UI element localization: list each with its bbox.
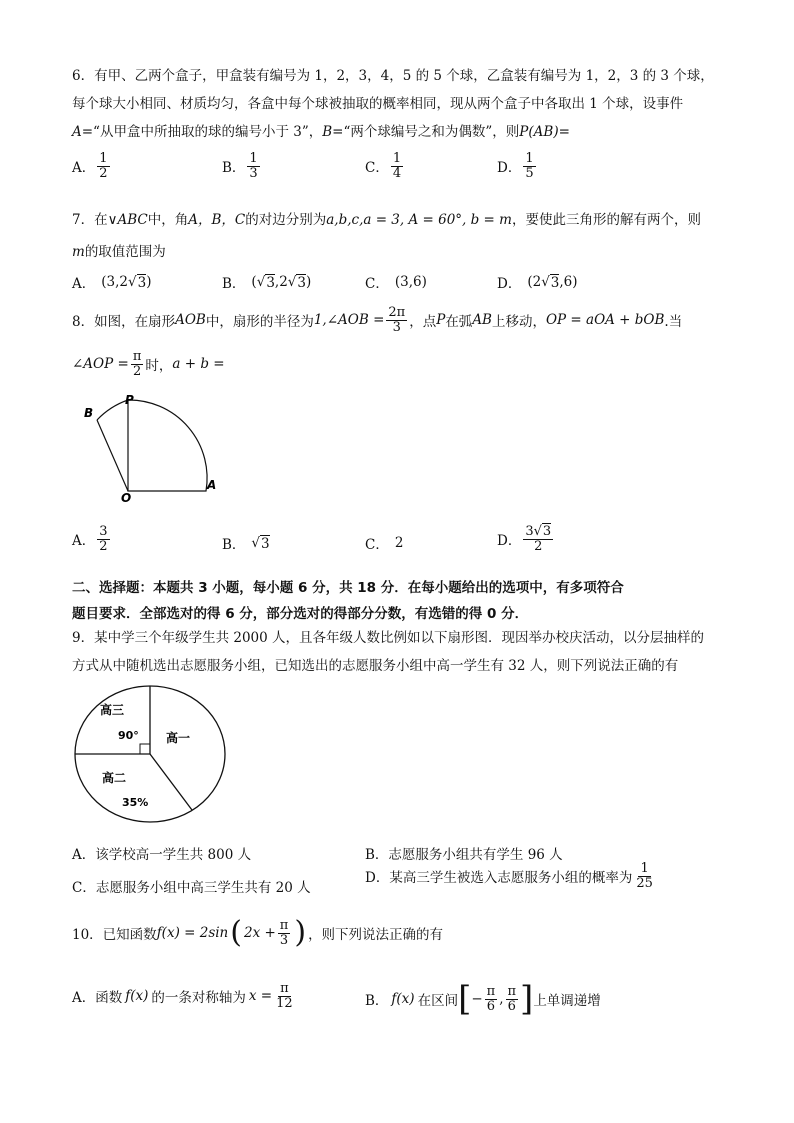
- fraction: $\frac{3}{2}$: [99, 524, 108, 554]
- q9-option-b[interactable]: B．志愿服务小组共有学生 96 人: [365, 847, 563, 863]
- fraction: $\frac{1}{25}$: [636, 861, 653, 891]
- q9-option-c[interactable]: C．志愿服务小组中高三学生共有 20 人: [72, 880, 311, 896]
- vector-equation: OP = aOA + bOB: [545, 312, 665, 329]
- q7-line-1: 7．在∨ABC中，角A，B，C的对边分别为a,b,c,a = 3, A = 60°, b = m，要使此三角形的解有两个，则: [72, 212, 701, 228]
- section-2-heading-line-1: 二、选择题：本题共 3 小题，每小题 6 分，共 18 分．在每小题给出的选项中，有多项符合: [72, 580, 624, 596]
- q6-line-2: 每个球大小相同、材质均匀，各盒中每个球被抽取的概率相同，现从两个盒子中各取出 1 个球，设事件: [72, 96, 684, 112]
- sector-arc: [128, 400, 207, 491]
- event-a: A: [72, 124, 82, 140]
- fraction: $\frac{1}{5}$: [525, 151, 534, 181]
- fraction: $\frac{\pi}{6}$: [486, 983, 496, 1014]
- q9-line-1: 9．某中学三个年级学生共 2000 人，且各年级人数比例如以下扇形图．现因举办校庆活动，以分层抽样的: [72, 630, 705, 646]
- option-letter: D．: [497, 160, 522, 177]
- function-def: f(x) = 2sin: [156, 925, 229, 941]
- label-o: O: [121, 491, 132, 505]
- label-senior-1: 高一: [166, 731, 191, 745]
- q6-option-a[interactable]: [72, 152, 112, 180]
- q7-conditions: a,b,c,a = 3, A = 60°, b = m: [326, 212, 512, 228]
- label-p: P: [125, 393, 134, 407]
- q9-line-2: 方式从中随机选出志愿服务小组，已知选出的志愿服务小组中高一学生有 32 人，则下列说法正确的有: [72, 658, 679, 674]
- label-senior-3: 高三: [100, 703, 125, 717]
- q6-line-3: [72, 120, 570, 140]
- fraction: $\frac{2\pi}{3}$: [388, 305, 406, 335]
- event-a-def: =“从甲盒中所抽取的球的编号小于 3”，: [81, 124, 323, 140]
- triangle-abc: ∨ABC: [107, 212, 148, 228]
- q9-option-d[interactable]: D． 某高三学生被选入志愿服务小组的概率为 $\frac{1}{25}$: [365, 861, 653, 891]
- fraction: $\frac{\pi}{3}$: [279, 917, 289, 948]
- label-90-degrees: 90°: [118, 729, 139, 742]
- q7-option-c[interactable]: C． (3,6): [365, 274, 427, 292]
- fraction: $\frac{\pi}{12}$: [276, 981, 293, 1011]
- event-b-def: =“两个球编号之和为偶数”，则: [332, 124, 520, 140]
- q6-option-d[interactable]: [497, 152, 538, 180]
- q8-option-c[interactable]: C． 2: [365, 535, 404, 553]
- option-letter: C．: [365, 160, 389, 177]
- q10-option-a[interactable]: A． 函数 f(x) 的一条对称轴为 x = $\frac{\pi}{12}$: [72, 981, 293, 1011]
- section-2-heading-line-2: 题目要求．全部选对的得 6 分，部分选对的得部分分数，有选错的得 0 分．: [72, 606, 529, 622]
- q8-option-d[interactable]: D． $\frac{3√3}{2}$: [497, 524, 552, 554]
- q7-option-a[interactable]: A． (3,2 √ 3 ): [72, 274, 152, 292]
- fraction: $\frac{1}{4}$: [392, 151, 402, 181]
- label-35-percent: 35%: [122, 796, 149, 809]
- event-b: B: [322, 124, 333, 140]
- fraction: $\frac{3√3}{2}$: [525, 524, 552, 554]
- grade-pie-chart: [72, 684, 232, 824]
- q8-option-b[interactable]: B． √ 3: [222, 535, 270, 553]
- equals: =: [558, 124, 570, 140]
- label-senior-2: 高二: [102, 771, 127, 785]
- fraction: $\frac{\pi}{2}$: [132, 349, 142, 379]
- q8-option-a[interactable]: A． $\frac{3}{2}$: [72, 524, 108, 554]
- q6-option-c[interactable]: [365, 152, 405, 180]
- q10-stem: 10．已知函数 f(x) = 2sin ( 2x + $\frac{\pi}{3}$ ) ，则下列说法正确的有: [72, 915, 444, 950]
- fraction: $\frac{1}{3}$: [249, 151, 258, 181]
- label-b: B: [84, 406, 94, 420]
- q7-option-d[interactable]: D． (2 √ 3 ,6): [497, 274, 578, 292]
- q7-option-b[interactable]: B． ( √ 3 ,2 √ 3 ): [222, 274, 312, 292]
- option-letter: B．: [222, 160, 246, 177]
- q7-line-2: m的取值范围为: [72, 244, 166, 260]
- arc-bp: [97, 400, 128, 420]
- q8-line-1: 8．如图，在扇形 AOB 中，扇形的半径为 1,∠AOB = $\frac{2\pi}{3}$ ，点 P 在弧 AB 上移动， OP = aOA + bOB .当: [72, 305, 683, 335]
- arc-ab: AB: [472, 312, 492, 329]
- pie-divider-bottom: [150, 754, 192, 810]
- fraction: $\frac{\pi}{6}$: [507, 983, 517, 1014]
- label-a: A: [207, 478, 217, 492]
- option-letter: A．: [72, 160, 96, 177]
- q6-line-1: 6．有甲、乙两个盒子，甲盒装有编号为 1，2，3，4，5 的 5 个球，乙盒装有编号为 1，2，3 的 3 个球，: [72, 68, 714, 84]
- segment-ob: [97, 420, 128, 491]
- q10-option-b[interactable]: B． f(x) 在区间 [ − $\frac{\pi}{6}$ , $\frac{\pi}{6}$ ] 上单调递增: [365, 979, 601, 1019]
- fraction: $\frac{1}{2}$: [99, 151, 108, 181]
- q8-line-2: ∠AOP = $\frac{\pi}{2}$ 时， a + b =: [72, 349, 225, 379]
- q6-option-b[interactable]: [222, 152, 262, 180]
- right-angle-mark: [140, 744, 150, 754]
- q9-option-a[interactable]: A．该学校高一学生共 800 人: [72, 847, 252, 863]
- prob-ab: P(AB): [519, 124, 559, 140]
- sector-figure: [72, 390, 232, 505]
